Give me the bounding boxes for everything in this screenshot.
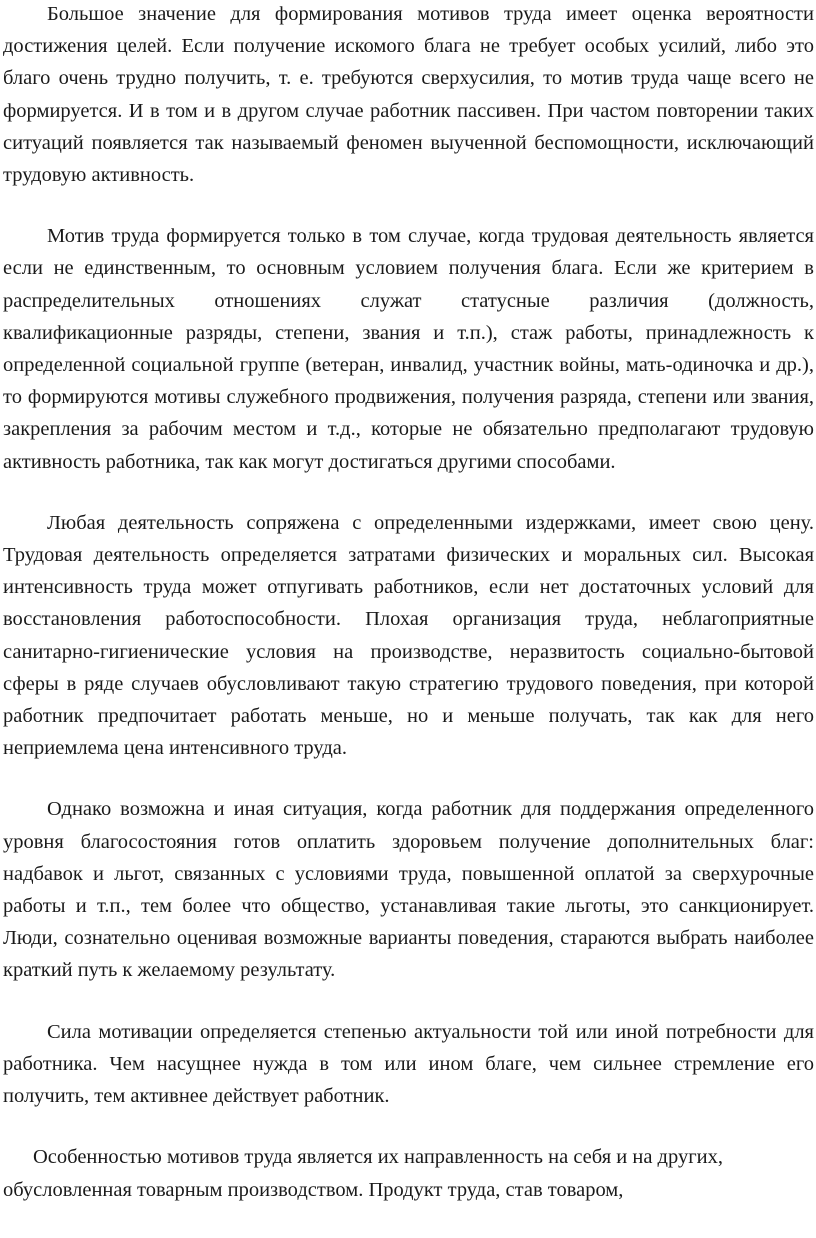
paragraph-2: Мотив труда формируется только в том случае, когда трудовая деятельность является если не единственным, то основным условием получения блага. Если же критерием в распределительных отношениях служат статусные различия (должность, квалификационные разряды, степени, звания и т.п.), стаж работы, принадлежность к определенной социальной группе (ветеран, инвалид, участник войны, мать-одиночка и др.), то формируются мотивы служебного продвижения, получения разряда, степени или звания, закрепления за рабочим местом и т.д., которые не обязательно предполагают трудовую активность работника, так как могут достигаться другими способами. (3, 225, 814, 473)
paragraph-5: Сила мотивации определяется степенью актуальности той или иной потребности для работника. Чем насущнее нужда в том или ином благе, чем сильнее стремление его получить, тем активнее действует работник. (3, 1020, 814, 1108)
paragraph-3: Любая деятельность сопряжена с определенными издержками, имеет свою цену. Трудовая деятельность определяется затратами физических и моральных сил. Высокая интенсивность труда может отпугивать работников, если нет достаточных условий для восстановления работоспособности. Плохая организация труда, неблагоприятные санитарно-гигиенические условия на производстве, неразвитость социально-бытовой сферы в ряде случаев обусловливают такую стратегию трудового поведения, при которой работник предпочитает работать меньше, но и меньше получать, так как для него неприемлема цена интенсивного труда. (3, 511, 814, 760)
paragraph-1: Большое значение для формирования мотивов труда имеет оценка вероятности достижения целей. Если получение искомого блага не требует особых усилий, либо это благо очень трудно получить, т. е. требуются сверхусилия, то мотив труда чаще всего не формируется. И в том и в другом случае работник пассивен. При частом повторении таких ситуаций появляется так называемый феномен выученной беспомощности, исключающий трудовую активность. (3, 3, 814, 187)
paragraph-6: Особенностью мотивов труда является их направленность на себя и на других, обусловленная товарным производством. Продукт труда, став товаром, (3, 1146, 723, 1201)
paragraph-4: Однако возможна и иная ситуация, когда работник для поддержания определенного уровня благосостояния готов оплатить здоровьем получение дополнительных благ: надбавок и льгот, связанных с условиями труда, повышенной оплатой за сверхурочные работы и т.п., тем более что общество, устанавливая такие льготы, это санкционирует. Люди, сознательно оценивая возможные варианты поведения, стараются выбрать наиболее краткий путь к желаемому результату. (3, 798, 814, 982)
